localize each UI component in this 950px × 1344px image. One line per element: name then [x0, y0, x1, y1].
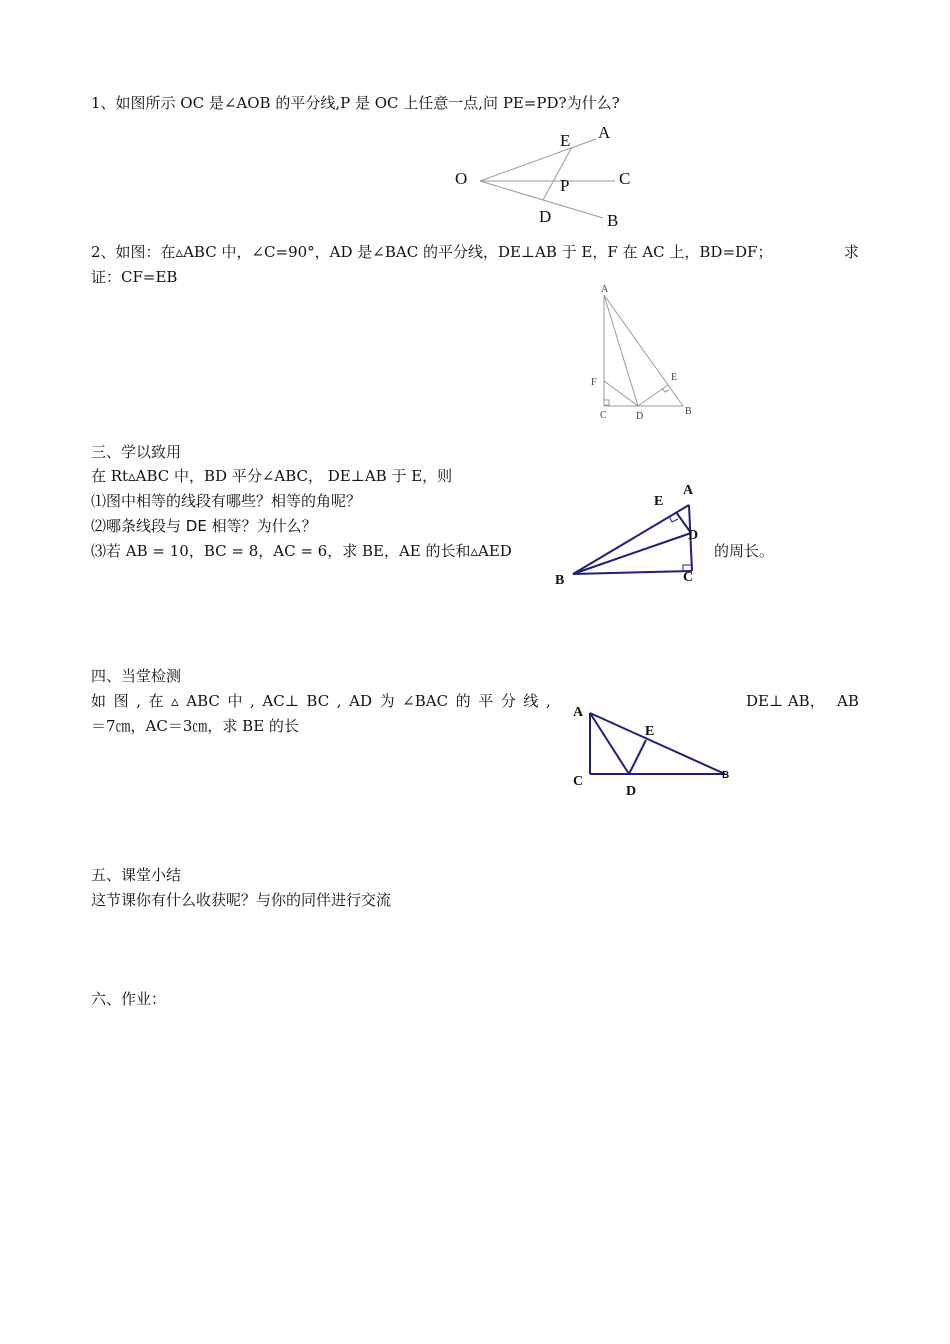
label-b: B	[685, 406, 692, 417]
sec4-word: ∠BAC	[402, 692, 449, 710]
segment-de	[629, 740, 646, 774]
label-p: P	[560, 176, 570, 195]
sec4-word: ▵	[171, 692, 179, 710]
sec4-word: AC⊥	[262, 692, 299, 710]
label-a: A	[683, 483, 694, 498]
sec4-right2: AB	[837, 692, 859, 710]
label-d: D	[539, 207, 552, 226]
sec4-word: BC	[306, 692, 330, 710]
sec4-word: 如	[91, 692, 107, 710]
sec4-word: 分	[500, 692, 516, 710]
sec4-word: ABC	[186, 692, 220, 710]
q2-triangle-diagram	[585, 280, 705, 420]
q1-angle-bisector-diagram	[450, 120, 650, 230]
sec5-text: 这节课你有什么收获呢？与你的同伴进行交流	[91, 891, 392, 909]
sec4-word: ,	[336, 692, 342, 710]
label-f: F	[591, 377, 597, 388]
label-e: E	[671, 372, 678, 383]
sec4-word: 的	[455, 692, 471, 710]
sec5-heading: 五、课堂小结	[91, 866, 182, 884]
side-bc	[573, 571, 692, 574]
label-e: E	[560, 131, 571, 150]
label-c: C	[600, 410, 607, 421]
right-angle-c	[604, 400, 609, 405]
sec4-word: 中	[227, 692, 243, 710]
label-b: B	[722, 770, 730, 781]
label-c: C	[573, 774, 584, 789]
label-a: A	[573, 705, 584, 720]
sec3-q2: ⑵哪条线段与 DE 相等？为什么？	[91, 517, 317, 535]
label-o: O	[455, 169, 468, 188]
ray-oa	[480, 139, 596, 181]
sec4-word: ,	[546, 692, 551, 710]
label-a: A	[601, 284, 609, 295]
q2-line2: 证：CF=EB	[91, 268, 178, 286]
segment-ad	[604, 295, 638, 406]
label-e: E	[654, 494, 664, 509]
label-d: D	[636, 411, 644, 422]
sec4-line2: ＝7㎝，AC＝3㎝，求 BE 的长	[91, 717, 299, 735]
segment-de	[638, 385, 668, 406]
q2-line1-left: 2、如图：在▵ABC 中，∠C=90°，AD 是∠BAC 的平分线，DE⊥AB 于 E，F 在 AC 上，BD=DF；	[91, 243, 773, 261]
q2-line1	[91, 243, 859, 261]
label-c: C	[619, 169, 631, 188]
sec4-word: AD	[349, 692, 372, 710]
label-b: B	[555, 573, 565, 588]
sec4-word: ,	[250, 692, 255, 710]
label-a: A	[598, 123, 611, 142]
sec3-heading: 三、学以致用	[91, 443, 182, 461]
sec4-heading: 四、当堂检测	[91, 667, 182, 685]
sec3-intro: 在 Rt▵ABC 中，BD 平分∠ABC， DE⊥AB 于 E，则	[91, 467, 453, 485]
sec4-triangle-diagram	[565, 700, 745, 800]
sec4-word: ,	[136, 692, 141, 710]
sec3-q3: ⑶若 AB = 10，BC = 8，AC = 6，求 BE，AE 的长和▵AED	[91, 542, 512, 560]
label-d: D	[688, 528, 699, 543]
label-d: D	[626, 784, 637, 799]
right-angle-e	[662, 388, 669, 392]
sec4-word: 图	[113, 692, 129, 710]
sec4-line1	[91, 692, 551, 710]
sec4-word: 线	[523, 692, 539, 710]
sec6-heading: 六、作业：	[91, 990, 167, 1008]
label-c: C	[683, 570, 694, 585]
sec4-word: 在	[148, 692, 164, 710]
sec4-word: 平	[478, 692, 494, 710]
sec3-triangle-diagram	[550, 478, 720, 588]
label-b: B	[607, 211, 619, 230]
sec3-q1: ⑴图中相等的线段有哪些？相等的角呢？	[91, 492, 362, 510]
sec3-q3-tail: 的周长。	[714, 542, 775, 560]
sec4-word: 为	[379, 692, 395, 710]
q1-text: 1、如图所示 OC 是∠AOB 的平分线,P 是 OC 上任意一点,问 PE=PD?为什么?	[91, 94, 620, 112]
sec4-right1: DE⊥ AB，	[746, 692, 825, 710]
label-e: E	[645, 724, 655, 739]
q2-line1-right: 求	[843, 243, 859, 261]
